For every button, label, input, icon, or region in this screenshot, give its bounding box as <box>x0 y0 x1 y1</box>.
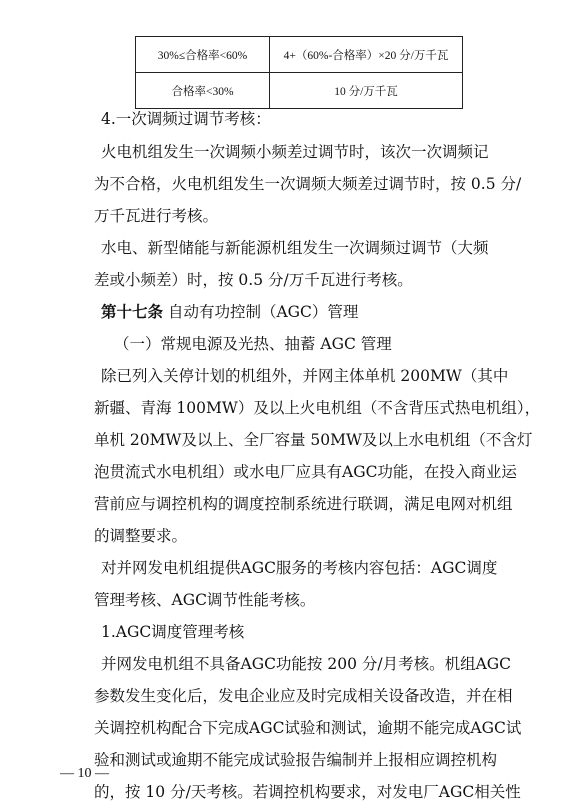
paragraph-line: 新疆、青海 100MW）及以上火电机组（不含背压式热电机组）， <box>94 399 541 417</box>
table-row <box>136 73 463 109</box>
article-title: 自动有功控制（AGC）管理 <box>167 303 359 321</box>
assessment-table <box>135 36 463 109</box>
paragraph-line: 的，按 10 分/天考核。若调控机构要求，对发电厂AGC相关性 <box>94 783 521 801</box>
table-cell-condition: 合格率<30% <box>136 73 270 109</box>
paragraph-line: 除已列入关停计划的机组外，并网主体单机 200MW（其中 <box>101 367 509 385</box>
paragraph-line: 水电、新型储能与新能源机组发生一次调频过调节（大频 <box>101 239 489 257</box>
section-heading: 4.一次调频过调节考核： <box>101 110 271 128</box>
paragraph-line: 差或小频差）时，按 0.5 分/万千瓦进行考核。 <box>94 271 413 289</box>
article-label: 第十七条 <box>101 302 164 321</box>
paragraph-line: 泡贯流式水电机组）或水电厂应具有AGC功能，在投入商业运 <box>94 463 517 481</box>
sub-heading: （一）常规电源及光热、抽蓄 AGC 管理 <box>114 335 392 353</box>
paragraph-line: 火电机组发生一次调频小频差过调节时，该次一次调频记 <box>101 143 489 161</box>
table-cell-score: 4+（60%-合格率）×20 分/万千瓦 <box>270 37 463 73</box>
paragraph-line: 万千瓦进行考核。 <box>94 207 219 225</box>
table-cell-condition: 30%≤合格率<60% <box>136 37 270 73</box>
table-row <box>136 37 463 73</box>
article-heading <box>101 302 541 322</box>
paragraph-line: 的调整要求。 <box>94 527 188 545</box>
paragraph-line: 并网发电机组不具备AGC功能按 200 分/月考核。机组AGC <box>101 655 512 673</box>
paragraph-line: 管理考核、AGC调节性能考核。 <box>94 591 316 609</box>
page-number: — 10 — <box>60 766 109 781</box>
paragraph-line: 营前应与调控机构的调度控制系统进行联调，满足电网对机组 <box>94 495 513 513</box>
paragraph-line: 关调控机构配合下完成AGC试验和测试，逾期不能完成AGC试 <box>94 719 522 737</box>
item-heading: 1.AGC调度管理考核 <box>101 623 245 641</box>
paragraph-line: 对并网发电机组提供AGC服务的考核内容包括：AGC调度 <box>101 559 498 577</box>
paragraph-line: 为不合格，火电机组发生一次调频大频差过调节时，按 0.5 分/ <box>94 175 522 193</box>
paragraph-line: 单机 20MW及以上、全厂容量 50MW及以上水电机组（不含灯 <box>94 431 533 449</box>
paragraph-line: 参数发生变化后，发电企业应及时完成相关设备改造，并在相 <box>94 687 513 705</box>
table-cell-score: 10 分/万千瓦 <box>270 73 463 109</box>
paragraph-line: 验和测试或逾期不能完成试验报告编制并上报相应调控机构 <box>94 751 498 769</box>
